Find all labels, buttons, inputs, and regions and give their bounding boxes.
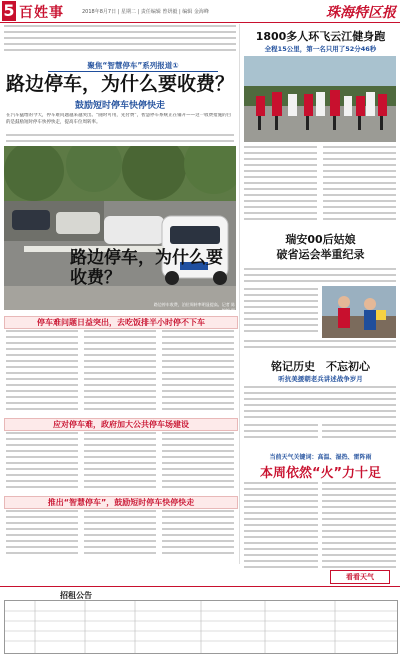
weather-kicker: 当前天气关键词：高温、湿热、雷阵雨 bbox=[269, 454, 372, 461]
bottom-rule bbox=[0, 586, 400, 587]
weightlifter-photo bbox=[322, 286, 396, 338]
right-mid2-col1 bbox=[244, 424, 318, 442]
subheading-3: 推出“智慧停车”，鼓励短时停车快停快走 bbox=[4, 496, 238, 509]
right-top-title: 1800多人环飞云江健身跑 bbox=[255, 30, 386, 43]
photo-caption: 路边停车收费，泊位周转率明显提高。记者 陈婉婷 摄 bbox=[153, 302, 235, 313]
intro-lines bbox=[6, 134, 234, 144]
big-headline: 路边停车，为什么要收费？ bbox=[70, 248, 223, 288]
race-photo bbox=[244, 56, 396, 142]
subheading-2: 应对停车难，政府加大公共停车场建设 bbox=[4, 418, 238, 431]
ad-title: 招租公告 bbox=[60, 591, 92, 600]
right-mid-col bbox=[244, 288, 318, 340]
body-col-4 bbox=[6, 432, 78, 492]
right-mid-intro bbox=[244, 268, 396, 284]
right-mid2-col2 bbox=[322, 424, 396, 442]
editor-note-text bbox=[4, 25, 236, 59]
right-top-subtitle: 全程15公里，第一名只用了52分46秒 bbox=[264, 45, 377, 53]
right-top-col-2 bbox=[323, 146, 396, 228]
weather-col-2 bbox=[322, 482, 396, 572]
page-number: 5 bbox=[3, 1, 15, 20]
weather-title: 本周依然“火”力十足 bbox=[259, 466, 382, 481]
section-title: 百姓事 bbox=[19, 5, 64, 21]
right-mid-title-line2: 破省运会举重纪录 bbox=[276, 248, 365, 261]
right-mid-tail bbox=[244, 340, 396, 354]
right-mid2-intro bbox=[244, 386, 396, 422]
headline-subtitle: 鼓励短时停车快停快走 bbox=[74, 101, 165, 111]
right-mid2-subtitle: 听抗美援朝老兵讲述战争岁月 bbox=[278, 375, 363, 383]
weather-badge: 看看天气 bbox=[330, 570, 390, 584]
subheading-1: 停车难问题日益突出，去吃饭排半小时停不下车 bbox=[4, 316, 238, 329]
weather-col-1 bbox=[244, 482, 318, 572]
body-col-8 bbox=[84, 510, 156, 560]
ad-table bbox=[4, 600, 398, 654]
body-col-2 bbox=[84, 330, 156, 416]
headline: 路边停车，为什么要收费？ bbox=[5, 73, 234, 95]
newspaper-logo: 珠海特区报 bbox=[326, 5, 396, 21]
column-divider bbox=[239, 24, 240, 564]
right-mid2-title: 铭记历史 不忘初心 bbox=[271, 360, 370, 373]
series-tag: 聚焦“智慧停车”系列报道① bbox=[48, 60, 218, 72]
body-col-7 bbox=[6, 510, 78, 560]
right-mid-title-line1: 瑞安00后姑娘 bbox=[285, 233, 356, 246]
body-col-5 bbox=[84, 432, 156, 492]
right-top-col-1 bbox=[244, 146, 317, 228]
body-col-9 bbox=[162, 510, 234, 560]
body-col-3 bbox=[162, 330, 234, 416]
issue-meta: 2018年8月7日 | 星期二 | 责任编辑 曾妍毅 | 编辑 金海峰 bbox=[82, 9, 209, 15]
body-col-6 bbox=[162, 432, 234, 492]
body-col-1 bbox=[6, 330, 78, 416]
intro-text: 在汽车猛增的今天，停车难问题越来越突出。“随时可用，先付费”，智慧停车系统正在铺开——这一收费措施的目的是鼓励短时停车快停快走，提高车位周转率。 bbox=[6, 113, 232, 125]
